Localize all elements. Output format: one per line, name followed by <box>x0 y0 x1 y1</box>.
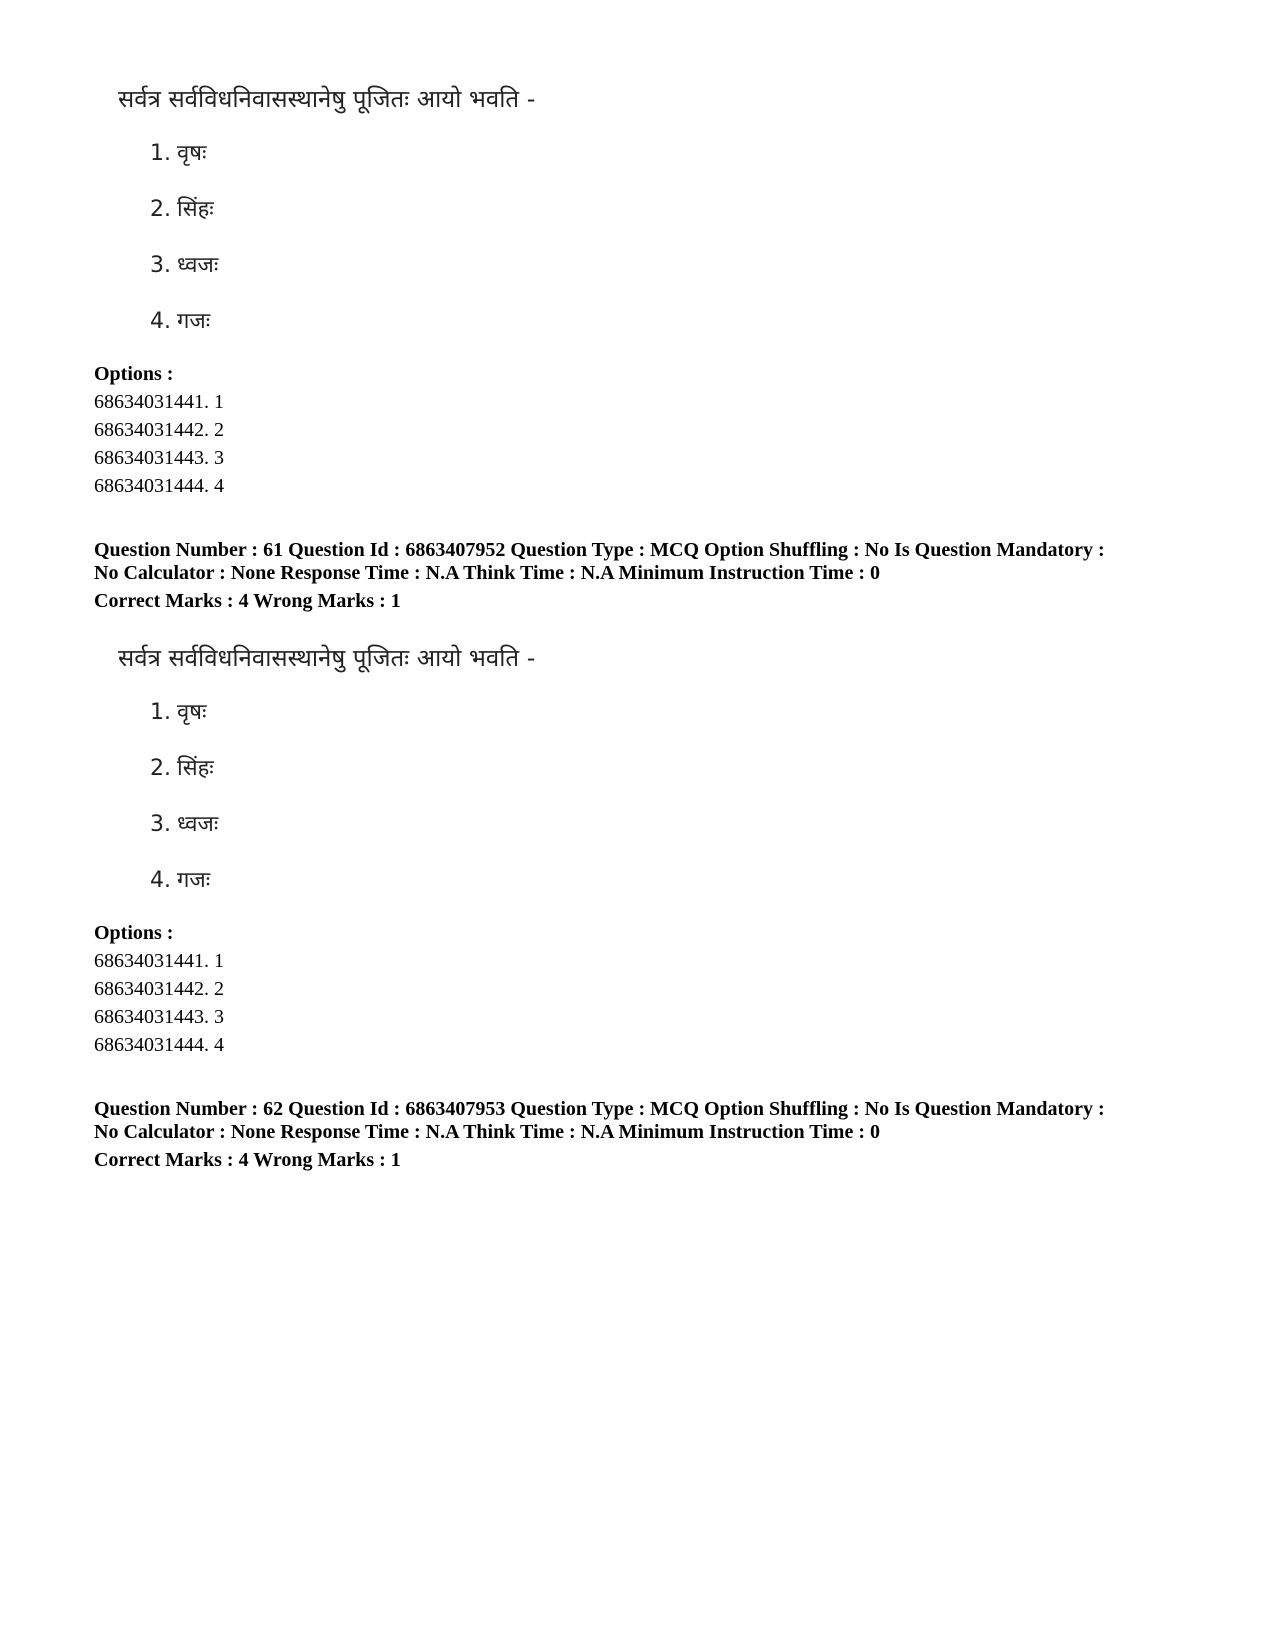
choice-text: ध्वजः <box>177 812 219 837</box>
question-choice <box>150 196 214 224</box>
choice-number: 3. <box>150 812 171 837</box>
question-choice <box>150 699 206 727</box>
choice-text: गजः <box>177 309 211 334</box>
choice-number: 1. <box>150 700 171 725</box>
question-image <box>118 84 818 344</box>
question-stem: सर्वत्र सर्वविधनिवासस्थानेषु पूजितः आयो भवति - <box>118 85 536 113</box>
question-choice <box>150 140 206 168</box>
question-choice <box>150 811 218 839</box>
choice-text: ध्वजः <box>177 253 219 278</box>
option-line: 68634031444. 4 <box>94 475 224 497</box>
option-line: 68634031442. 2 <box>94 978 224 1000</box>
choice-number: 3. <box>150 253 171 278</box>
question-meta: Question Number : 62 Question Id : 6863407953 Question Type : MCQ Option Shuffling : No Is Question Mandatory : <box>94 1098 1105 1120</box>
question-choice <box>150 867 210 895</box>
choice-text: वृषः <box>177 700 207 725</box>
choice-number: 2. <box>150 197 171 222</box>
option-line: 68634031442. 2 <box>94 419 224 441</box>
choice-text: गजः <box>177 868 211 893</box>
options-label: Options : <box>94 363 174 385</box>
option-line: 68634031441. 1 <box>94 391 224 413</box>
option-line: 68634031443. 3 <box>94 1006 224 1028</box>
option-line: 68634031444. 4 <box>94 1034 224 1056</box>
question-choice <box>150 755 214 783</box>
question-meta: No Calculator : None Response Time : N.A Think Time : N.A Minimum Instruction Time : 0 <box>94 562 880 584</box>
choice-number: 2. <box>150 756 171 781</box>
option-line: 68634031441. 1 <box>94 950 224 972</box>
choice-number: 1. <box>150 141 171 166</box>
choice-text: वृषः <box>177 141 207 166</box>
choice-number: 4. <box>150 309 171 334</box>
question-choice <box>150 252 218 280</box>
question-choice <box>150 308 210 336</box>
question-image <box>118 643 818 903</box>
options-label: Options : <box>94 922 174 944</box>
choice-text: सिंहः <box>177 756 214 781</box>
question-marks: Correct Marks : 4 Wrong Marks : 1 <box>94 590 401 612</box>
question-meta: No Calculator : None Response Time : N.A Think Time : N.A Minimum Instruction Time : 0 <box>94 1121 880 1143</box>
question-meta: Question Number : 61 Question Id : 6863407952 Question Type : MCQ Option Shuffling : No Is Question Mandatory : <box>94 539 1105 561</box>
choice-text: सिंहः <box>177 197 214 222</box>
question-stem: सर्वत्र सर्वविधनिवासस्थानेषु पूजितः आयो भवति - <box>118 644 536 672</box>
choice-number: 4. <box>150 868 171 893</box>
option-line: 68634031443. 3 <box>94 447 224 469</box>
question-marks: Correct Marks : 4 Wrong Marks : 1 <box>94 1149 401 1171</box>
